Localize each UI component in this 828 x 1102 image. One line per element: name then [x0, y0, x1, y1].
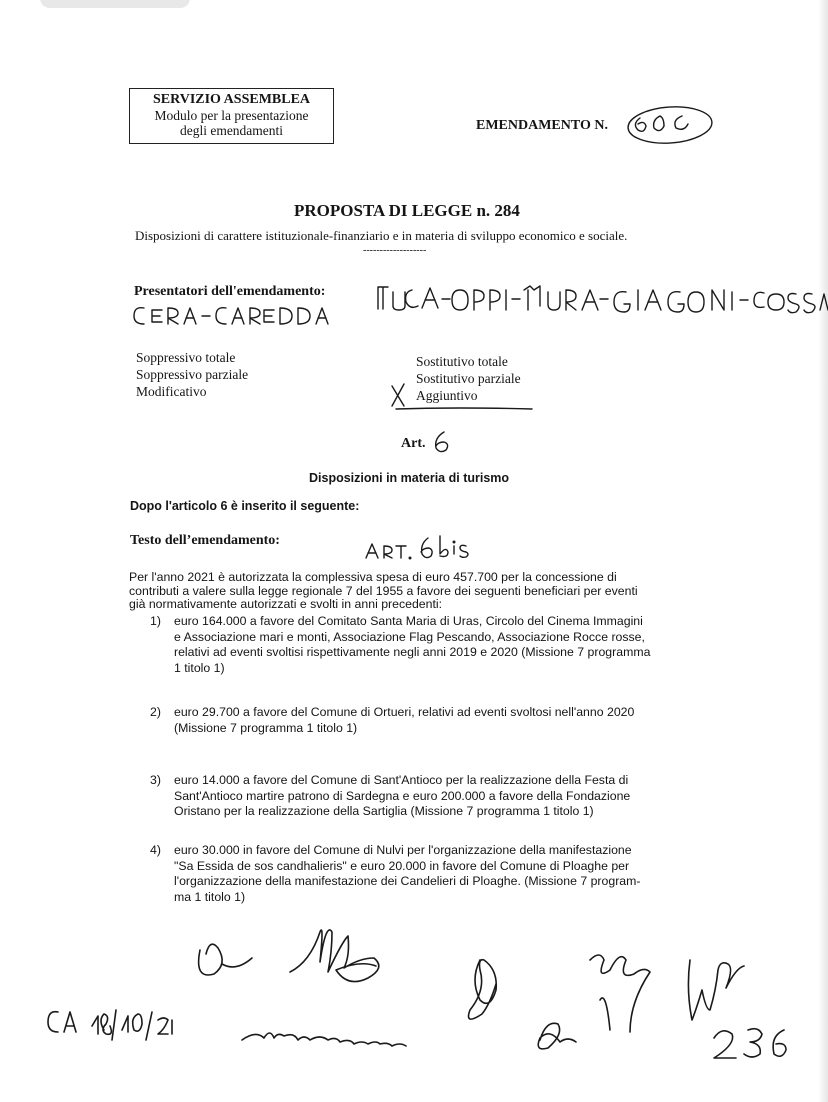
item-text [174, 705, 688, 736]
page-edge-shadow [818, 0, 828, 1102]
item-line: Sant'Antioco martire patrono di Sardegna e euro 200.000 a favore della Fondazione [174, 788, 631, 803]
separator: ------------------- [363, 245, 427, 256]
presenters-label: Presentatori dell'emendamento: [134, 284, 326, 299]
item-line: euro 14.000 a favore del Comune di Sant'Antioco per la realizzazione della Festa di [174, 773, 629, 787]
item-text [174, 614, 688, 676]
type-modificativo: Modificativo [136, 384, 207, 399]
service-title: SERVIZIO ASSEMBLEA [152, 92, 311, 107]
intro-paragraph [129, 571, 689, 612]
para-line: contributi a valere sulla legge regionale 7 del 1955 a favore dei seguenti beneficiari per eventi [129, 583, 638, 598]
type-soppressivo-parziale: Soppressivo parziale [136, 367, 249, 382]
type-soppressivo-totale: Soppressivo totale [136, 350, 236, 365]
item-text [174, 773, 688, 820]
service-subtitle-1: Modulo per la presentazione [154, 108, 309, 123]
article-intro: Dopo l'articolo 6 è inserito il seguente: [130, 499, 360, 513]
item-line: Oristano per la realizzazione della Sartiglia (Missione 7 programma 1 titolo 1) [174, 804, 594, 818]
item-line: euro 164.000 a favore del Comitato Santa Maria di Uras, Circolo del Cinema Immagini [174, 614, 643, 628]
item-line: relativi ad eventi svoltisi rispettivamente negli anni 2019 e 2020 (Missione 7 programma [174, 645, 651, 659]
text-label: Testo dell’emendamento: [130, 533, 280, 548]
item-line: e Associazione mari e monti, Associazione Flag Pescando, Associazione Rocce rosse, [174, 629, 645, 644]
para-line: Per l'anno 2021 è autorizzata la complessiva spesa di euro 457.700 per la concessione di [129, 570, 617, 584]
type-sostitutivo-totale: Sostitutivo totale [416, 354, 508, 369]
item-line: ma 1 titolo 1) [174, 889, 246, 904]
article-label: Art. [401, 436, 426, 451]
item-line: l'organizzazione della manifestazione dei Candelieri di Ploaghe. (Missione 7 program- [174, 874, 641, 888]
service-subtitle-2: degli emendamenti [179, 123, 284, 138]
item-line: 1 titolo 1) [174, 660, 225, 675]
item-number: 1) [150, 614, 161, 628]
item-number: 3) [150, 773, 161, 787]
article-heading: Disposizioni in materia di turismo [309, 471, 510, 485]
item-number: 4) [150, 843, 161, 857]
proposal-subtitle: Disposizioni di carattere istituzionale-finanziario e in materia di sviluppo economico e sociale. [135, 228, 628, 243]
item-number: 2) [150, 705, 161, 719]
service-box [129, 88, 334, 144]
item-line: euro 29.700 a favore del Comune di Ortueri, relativi ad eventi svoltosi nell'anno 2020 [174, 705, 635, 719]
proposal-title: PROPOSTA DI LEGGE n. 284 [294, 201, 520, 220]
emendamento-label: EMENDAMENTO N. [476, 118, 608, 133]
item-line: "Sa Essida de sos candhalieris" e euro 20.000 in favore del Comune di Ploaghe per [174, 858, 630, 873]
item-line: (Missione 7 programma 1 titolo 1) [174, 720, 358, 735]
para-line: già normativamente autorizzati e svolti in anni precedenti: [129, 597, 443, 612]
type-sostitutivo-parziale: Sostitutivo parziale [416, 371, 521, 386]
item-line: euro 30.000 in favore del Comune di Nulvi per l'organizzazione della manifestazione [174, 843, 632, 857]
page-tab-shadow [40, 0, 190, 8]
item-text [174, 843, 688, 905]
type-aggiuntivo: Aggiuntivo [416, 388, 478, 403]
